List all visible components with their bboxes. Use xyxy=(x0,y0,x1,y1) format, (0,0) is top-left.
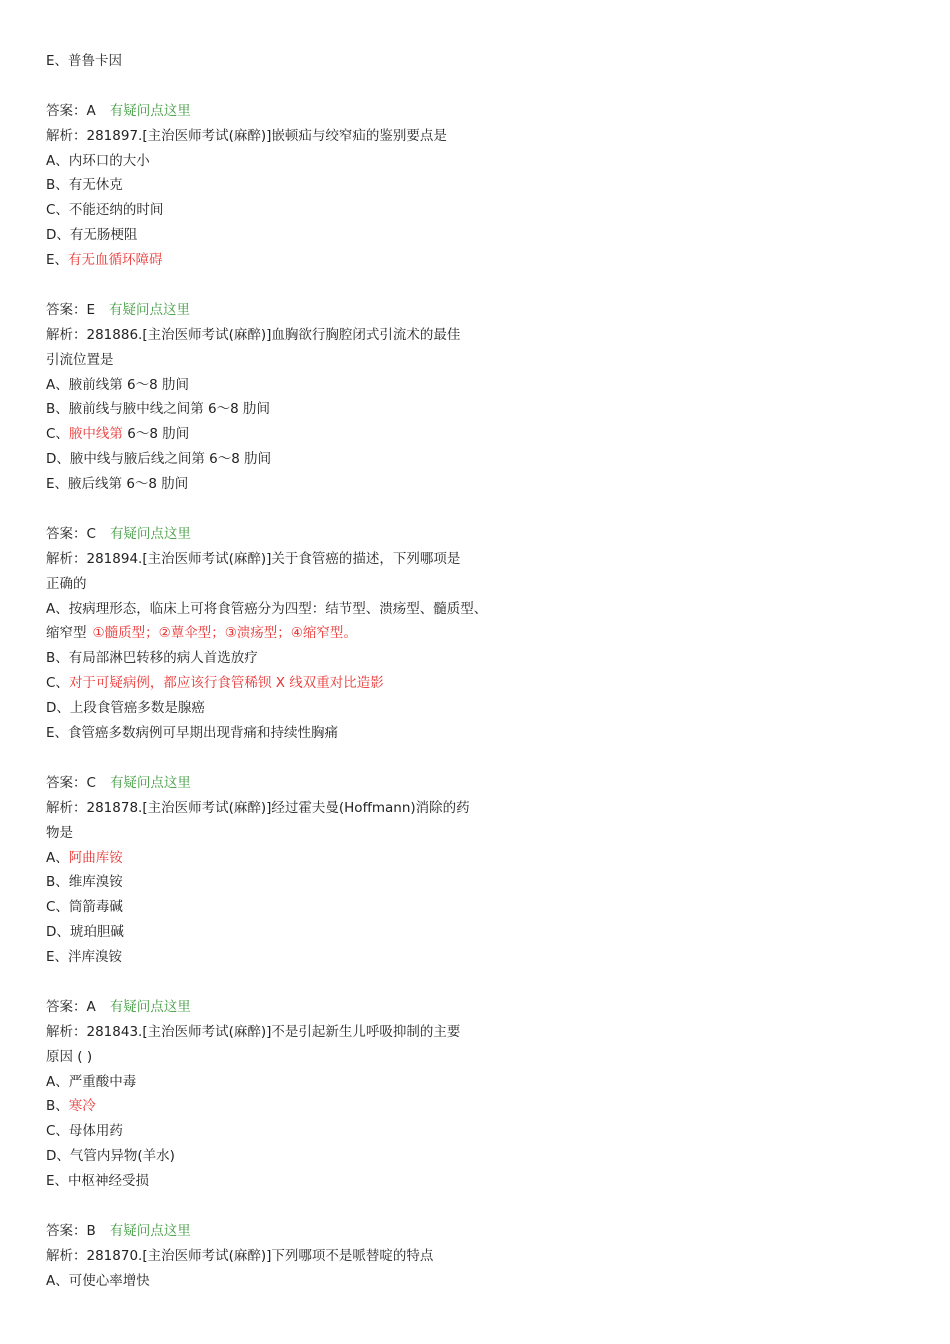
option-text: E、食管癌多数病例可早期出现背痛和持续性胸痛 xyxy=(46,725,339,742)
option-text: E、腋后线第 6～8 肋间 xyxy=(46,476,189,493)
answer-line xyxy=(46,771,906,796)
answer-text: 答案：A xyxy=(46,102,96,119)
explanation-line xyxy=(46,124,906,149)
explanation-text: 解析：281878.[主治医师考试(麻醉)]经过霍夫曼(Hoffmann)消除的药 xyxy=(46,799,470,816)
correct-answer-text: 寒冷 xyxy=(68,1098,96,1115)
explanation-text: 解析：281843.[主治医师考试(麻醉)]不是引起新生儿呼吸抑制的主要 xyxy=(46,1023,461,1040)
option-line xyxy=(46,248,906,273)
question-help-link[interactable]: 有疑问点这里 xyxy=(109,525,191,542)
option-text: D、腋中线与腋后线之间第 6～8 肋间 xyxy=(46,451,272,468)
answer-line xyxy=(46,522,906,547)
option-text: E、泮库溴铵 xyxy=(46,949,123,966)
blank-line xyxy=(46,1194,906,1219)
question-help-link[interactable]: 有疑问点这里 xyxy=(109,1222,191,1239)
option-line xyxy=(46,671,906,696)
correct-answer-text: 有无血循环障碍 xyxy=(68,252,163,269)
question-help-link[interactable]: 有疑问点这里 xyxy=(109,774,191,791)
explanation-text: 解析：281894.[主治医师考试(麻醉)]关于食管癌的描述，下列哪项是 xyxy=(46,550,461,567)
option-text: E、普鲁卡因 xyxy=(46,53,123,69)
option-line xyxy=(46,49,906,74)
option-line xyxy=(46,1169,906,1194)
option-line xyxy=(46,597,906,622)
explanation-text: 正确的 xyxy=(46,575,87,592)
explanation-line xyxy=(46,572,906,597)
option-line xyxy=(46,721,906,746)
option-line xyxy=(46,472,906,497)
option-line xyxy=(46,920,906,945)
option-line xyxy=(46,373,906,398)
blank-line xyxy=(46,273,906,298)
explanation-line xyxy=(46,1045,906,1070)
option-text: B、腋前线与腋中线之间第 6～8 肋间 xyxy=(46,401,271,418)
option-text: B、有无休克 xyxy=(46,177,123,194)
option-text: A、腋前线第 6～8 肋间 xyxy=(46,376,189,393)
answer-line xyxy=(46,1219,906,1244)
question-help-link[interactable]: 有疑问点这里 xyxy=(109,102,191,119)
explanation-text: 引流位置是 xyxy=(46,351,114,368)
correct-answer-text: 腋中线第 xyxy=(68,426,123,443)
answer-text: 答案：A xyxy=(46,998,96,1015)
explanation-line xyxy=(46,1020,906,1045)
option-label: C、 xyxy=(46,426,69,443)
explanation-line xyxy=(46,547,906,572)
answer-text: 答案：C xyxy=(46,774,96,791)
blank-line xyxy=(46,497,906,522)
explanation-line xyxy=(46,323,906,348)
blank-line xyxy=(46,74,906,99)
option-line xyxy=(46,397,906,422)
blank-line xyxy=(46,970,906,995)
option-text: A、按病理形态，临床上可将食管癌分为四型：结节型、溃疡型、髓质型、 xyxy=(46,600,488,617)
option-text: C、母体用药 xyxy=(46,1123,123,1140)
option-line xyxy=(46,1094,906,1119)
option-line xyxy=(46,646,906,671)
explanation-text: 解析：281897.[主治医师考试(麻醉)]嵌顿疝与绞窄疝的鉴别要点是 xyxy=(46,127,447,144)
question-help-link[interactable]: 有疑问点这里 xyxy=(109,998,191,1015)
explanation-text: 原因 ( ) xyxy=(46,1048,93,1065)
option-text: 6～8 肋间 xyxy=(122,426,190,443)
option-text: D、琥珀胆碱 xyxy=(46,924,124,941)
answer-text: 答案：E xyxy=(46,301,96,318)
answer-line xyxy=(46,298,906,323)
option-text: C、筒箭毒碱 xyxy=(46,899,123,916)
option-label: B、 xyxy=(46,1098,69,1115)
option-label: E、 xyxy=(46,252,69,269)
answer-text: 答案：B xyxy=(46,1222,96,1239)
option-line xyxy=(46,149,906,174)
blank-line xyxy=(46,746,906,771)
option-line xyxy=(46,422,906,447)
question-help-link[interactable]: 有疑问点这里 xyxy=(109,301,191,318)
option-line xyxy=(46,1269,906,1294)
option-line xyxy=(46,870,906,895)
option-line xyxy=(46,945,906,970)
option-text: D、有无肠梗阻 xyxy=(46,227,138,244)
option-line xyxy=(46,447,906,472)
option-text: 缩窄型 xyxy=(46,625,87,642)
option-text: A、可使心率增快 xyxy=(46,1272,150,1289)
correct-answer-text: 阿曲库铵 xyxy=(68,849,123,866)
option-text: D、上段食管癌多数是腺癌 xyxy=(46,700,205,717)
option-line xyxy=(46,198,906,223)
answer-line xyxy=(46,99,906,124)
option-label: A、 xyxy=(46,849,69,866)
explanation-line xyxy=(46,796,906,821)
option-line xyxy=(46,173,906,198)
explanation-text: 解析：281886.[主治医师考试(麻醉)]血胸欲行胸腔闭式引流术的最佳 xyxy=(46,326,461,343)
option-text: A、严重酸中毒 xyxy=(46,1073,137,1090)
option-line xyxy=(46,621,906,646)
option-line xyxy=(46,1070,906,1095)
option-line xyxy=(46,223,906,248)
option-line xyxy=(46,696,906,721)
option-text: A、内环口的大小 xyxy=(46,152,150,169)
explanation-text: 解析：281870.[主治医师考试(麻醉)]下列哪项不是哌替啶的特点 xyxy=(46,1247,434,1264)
option-text: E、中枢神经受损 xyxy=(46,1173,150,1190)
explanation-line xyxy=(46,1244,906,1269)
option-line xyxy=(46,846,906,871)
correct-answer-text: 对于可疑病例，都应该行食管稀钡 X 线双重对比造影 xyxy=(68,675,384,692)
explanation-line xyxy=(46,821,906,846)
option-line xyxy=(46,1119,906,1144)
explanation-text: 物是 xyxy=(46,824,73,841)
option-text: C、不能还纳的时间 xyxy=(46,202,164,219)
answer-line xyxy=(46,995,906,1020)
option-line xyxy=(46,1144,906,1169)
explanation-line xyxy=(46,348,906,373)
correct-answer-text: ①髓质型；②蕈伞型；③溃疡型；④缩窄型。 xyxy=(92,625,357,642)
document-page xyxy=(46,49,906,1294)
option-text: B、有局部淋巴转移的病人首选放疗 xyxy=(46,650,258,667)
answer-text: 答案：C xyxy=(46,525,96,542)
option-text: B、维库溴铵 xyxy=(46,874,123,891)
option-label: C、 xyxy=(46,675,69,692)
option-text: D、气管内异物(羊水) xyxy=(46,1148,175,1165)
option-line xyxy=(46,895,906,920)
